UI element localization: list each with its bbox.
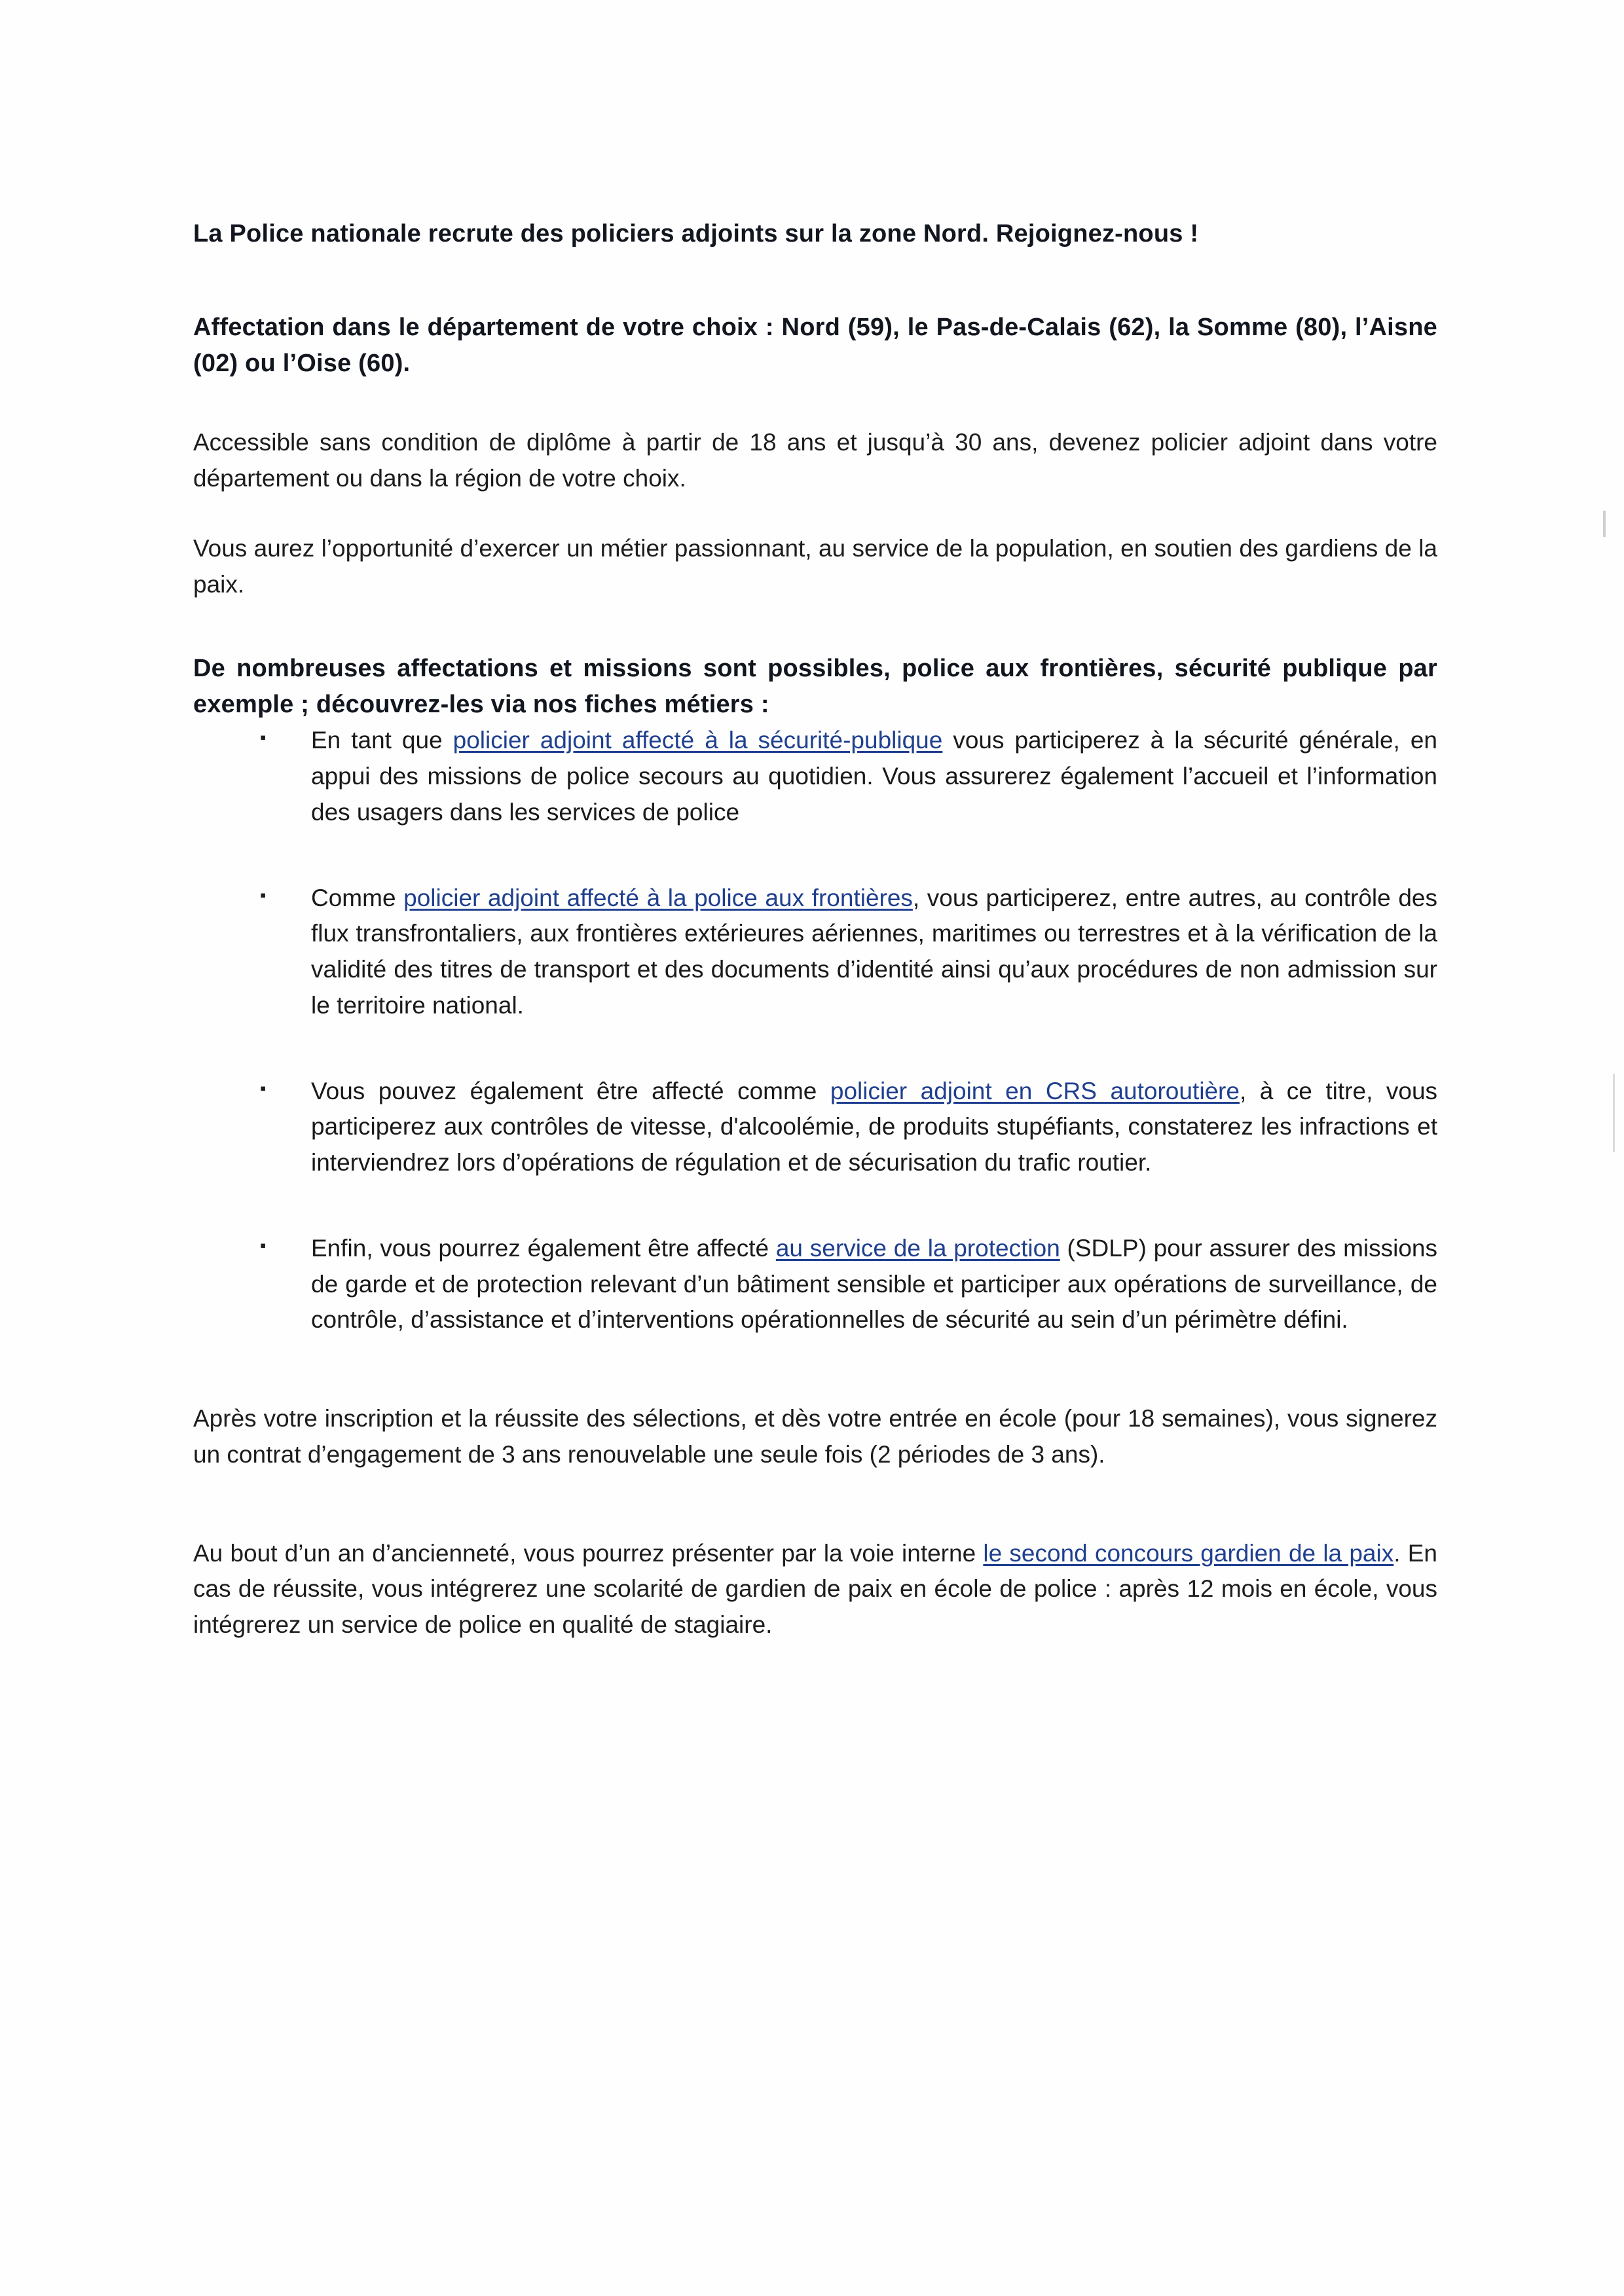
paragraph-concours bbox=[193, 1536, 1437, 1643]
bullet-prefix-3: Vous pouvez également être affecté comme bbox=[311, 1077, 830, 1104]
bullet-suffix-1: vous participerez à la sécurité générale, en appui des missions de police secours au quotidien. Vous assurerez également l’accueil et l’information des usagers dans les services de police bbox=[311, 727, 1437, 826]
page-title: La Police nationale recrute des policiers adjoints sur la zone Nord. Rejoignez-nous ! bbox=[193, 220, 1199, 247]
link-second-concours-gardien-de-la-paix[interactable]: le second concours gardien de la paix bbox=[983, 1539, 1394, 1567]
scan-edge-mark-secondary bbox=[1613, 1074, 1615, 1152]
bullet-prefix-2: Comme bbox=[311, 884, 404, 911]
paragraph-contrat: Après votre inscription et la réussite des sélections, et dès votre entrée en école (pour 18 semaines), vous signerez un contrat d’engagement de 3 ans renouvelable une seule fois (2 périodes de 3 ans). bbox=[193, 1405, 1437, 1468]
concours-prefix: Au bout d’un an d’ancienneté, vous pourrez présenter par la voie interne bbox=[193, 1539, 984, 1567]
list-item bbox=[232, 723, 1437, 830]
paragraph-opportunity: Vous aurez l’opportunité d’exercer un métier passionnant, au service de la population, en soutien des gardiens de la paix. bbox=[193, 534, 1437, 598]
bullet-prefix-4: Enfin, vous pourrez également être affecté bbox=[311, 1234, 776, 1262]
missions-heading: De nombreuses affectations et missions sont possibles, police aux frontières, sécurité publique par exemple ; découvrez-les via nos fiches métiers : bbox=[193, 655, 1437, 719]
scan-edge-mark bbox=[1603, 511, 1606, 537]
bullet-suffix-3: , à ce titre, vous participerez aux contrôles de vitesse, d'alcoolémie, de produits stupéfiants, constaterez les infractions et interviendrez lors d’opérations de régulation et de sécurisation du trafic routier. bbox=[311, 1077, 1438, 1176]
link-service-de-la-protection[interactable]: au service de la protection bbox=[775, 1234, 1060, 1262]
bullet-suffix-2: , vous participerez, entre autres, au contrôle des flux transfrontaliers, aux frontières extérieures aériennes, maritimes ou terrestres et à la vérification de la validité des titres de transport et des documents d’identité ainsi qu’aux procédures de non admission sur le territoire national. bbox=[311, 884, 1437, 1019]
list-item bbox=[232, 881, 1437, 1024]
link-police-aux-frontieres[interactable]: policier adjoint affecté à la police aux frontières bbox=[403, 884, 913, 911]
list-item bbox=[232, 1231, 1437, 1338]
link-crs-autoroutiere[interactable]: policier adjoint en CRS autoroutière bbox=[830, 1077, 1240, 1104]
document-body bbox=[193, 216, 1437, 1643]
list-item bbox=[232, 1074, 1437, 1181]
link-securite-publique[interactable]: policier adjoint affecté à la sécurité-publique bbox=[452, 727, 943, 754]
bullet-suffix-4: (SDLP) pour assurer des missions de garde et de protection relevant d’un bâtiment sensible et participer aux opérations de surveillance, de contrôle, d’assistance et d’interventions opérationnelles de sécurité au sein d’un périmètre défini. bbox=[311, 1234, 1437, 1334]
document-subtitle: Affectation dans le département de votre choix : Nord (59), le Pas-de-Calais (62), la Somme (80), l’Aisne (02) ou l’Oise (60). bbox=[193, 314, 1437, 378]
paragraph-accessibility: Accessible sans condition de diplôme à partir de 18 ans et jusqu’à 30 ans, devenez policier adjoint dans votre département ou dans la région de votre choix. bbox=[193, 429, 1437, 492]
bullet-prefix-1: En tant que bbox=[311, 727, 453, 754]
concours-suffix: . En cas de réussite, vous intégrerez une scolarité de gardien de paix en école de police : après 12 mois en école, vous intégrerez un service de police en qualité de stagiaire. bbox=[193, 1539, 1437, 1639]
missions-list bbox=[193, 723, 1437, 1338]
